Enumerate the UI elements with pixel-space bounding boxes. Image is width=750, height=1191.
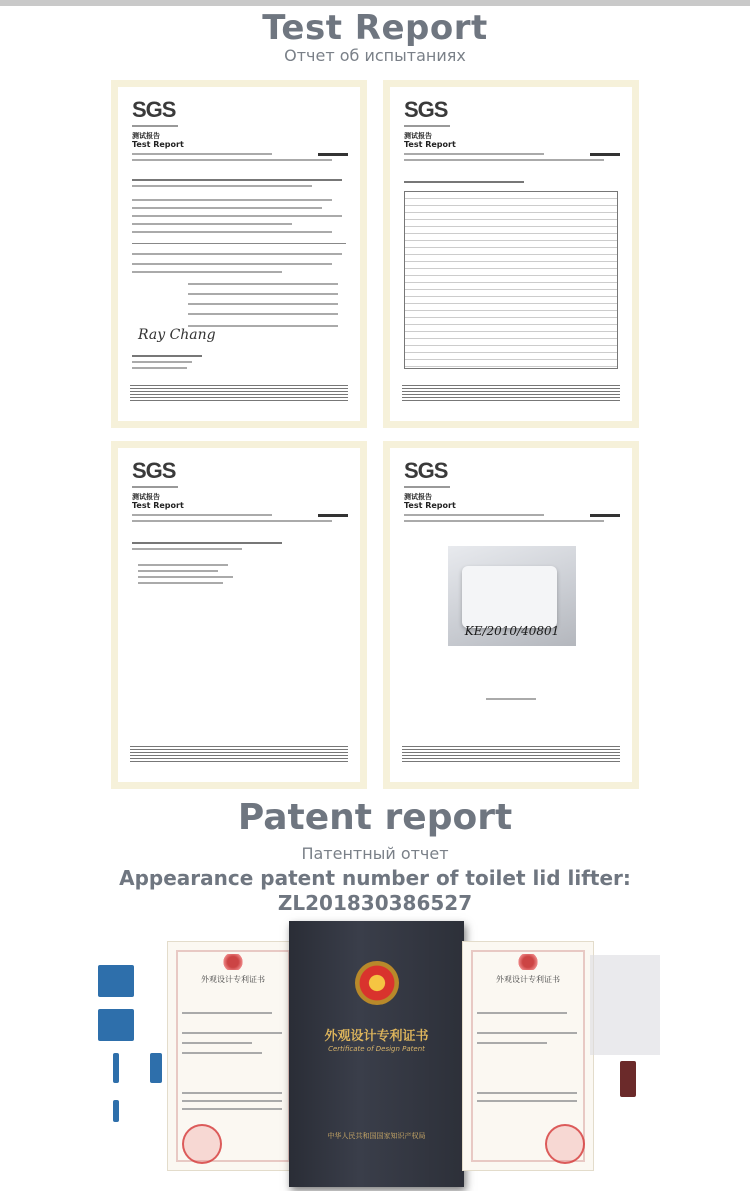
report-page-4 <box>383 441 639 789</box>
book-issuer: 中华人民共和国国家知识产权局 <box>327 1132 426 1140</box>
patent-certificate-book <box>289 921 464 1187</box>
report-page-1 <box>111 80 367 428</box>
sgs-logo: SGS <box>132 458 176 483</box>
certificate-title: 外观设计专利证书 <box>496 975 560 984</box>
background-page <box>590 955 660 1055</box>
official-seal-icon <box>545 1124 585 1164</box>
report-title-cn: 测试报告 <box>404 493 432 501</box>
top-divider <box>0 0 750 6</box>
book-title: 外观设计专利证书 <box>324 1029 429 1044</box>
patent-photo <box>0 915 750 1191</box>
report-title-en: Test Report <box>404 140 456 149</box>
patent-certificate-left <box>167 941 299 1171</box>
report-title-en: Test Report <box>132 140 184 149</box>
patent-description-text: Appearance patent number of toilet lid lifter: <box>119 866 631 890</box>
sgs-logo: SGS <box>404 97 448 122</box>
sgs-logo: SGS <box>132 97 176 122</box>
emblem-icon <box>222 954 244 970</box>
report-title-en: Test Report <box>132 501 184 510</box>
sample-photo <box>448 546 576 646</box>
test-report-subheading: Отчет об испытаниях <box>284 46 466 65</box>
sgs-logo: SGS <box>404 458 448 483</box>
report-page-2 <box>383 80 639 428</box>
test-report-heading: Test Report <box>262 8 488 48</box>
report-title-cn: 测试报告 <box>132 132 160 140</box>
signature: Ray Chang <box>138 327 216 343</box>
patent-report-heading: Patent report <box>237 797 513 838</box>
patent-report-subheading: Патентный отчет <box>301 844 449 863</box>
official-seal-icon <box>182 1124 222 1164</box>
report-title-cn: 测试报告 <box>132 493 160 501</box>
emblem-icon <box>517 954 539 970</box>
design-drawing-thumbnail <box>113 1100 119 1122</box>
sample-code: KE/2010/40801 <box>464 624 560 638</box>
report-title-en: Test Report <box>404 501 456 510</box>
book-subtitle: Certificate of Design Patent <box>328 1045 425 1053</box>
patent-certificate-right <box>462 941 594 1171</box>
certificate-title: 外观设计专利证书 <box>201 975 265 984</box>
patent-number: ZL201830386527 <box>277 891 473 915</box>
report-page-3 <box>111 441 367 789</box>
report-title-cn: 测试报告 <box>404 132 432 140</box>
design-drawing-thumbnail <box>620 1061 636 1097</box>
results-table <box>404 191 618 369</box>
national-emblem-icon <box>355 961 399 1005</box>
sample-bag <box>462 566 557 628</box>
patent-description <box>0 866 750 916</box>
design-drawing-thumbnail <box>150 1053 162 1083</box>
design-drawing-thumbnail <box>98 1009 134 1041</box>
design-drawing-thumbnail <box>113 1053 119 1083</box>
design-drawing-thumbnail <box>98 965 134 997</box>
